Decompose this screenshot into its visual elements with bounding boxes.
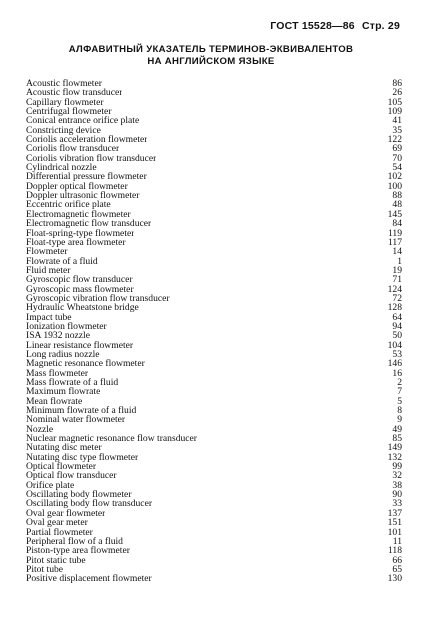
entry-term: Capillary flowmeter — [26, 97, 104, 108]
entry-term: Electromagnetic flow transducer — [26, 219, 152, 229]
entry-page: 49 — [392, 423, 402, 435]
entry-page: 71 — [392, 274, 402, 286]
entry-term: Float-type area flowmeter — [26, 237, 126, 248]
entry-term: Acoustic flowmeter — [26, 79, 102, 89]
entry-term: Partial flowmeter — [26, 527, 93, 537]
entry-page: 105 — [387, 96, 402, 108]
entry-page: 8 — [397, 405, 402, 417]
entry-term: Linear resistance flowmeter — [26, 340, 134, 350]
entry-term: Conical entrance orifice plate — [26, 116, 140, 126]
entry-page: 14 — [392, 246, 402, 258]
index-entry — [26, 434, 402, 443]
entry-page: 35 — [392, 124, 402, 136]
entry-term: Pitot static tube — [26, 555, 86, 565]
index-entry — [26, 350, 402, 359]
entry-term: Acoustic flow transducer — [26, 88, 123, 98]
entry-term: Long radius nozzle — [26, 349, 100, 360]
index-entry — [26, 556, 402, 565]
entry-term: Gyroscopic mass flowmeter — [26, 284, 134, 294]
entry-term: Fluid meter — [26, 265, 71, 276]
entry-term: Differential pressure flowmeter — [26, 172, 147, 182]
entry-page: 90 — [392, 489, 402, 501]
entry-term: Mass flowrate of a fluid — [26, 378, 119, 388]
entry-term: Oval gear meter — [26, 518, 88, 528]
entry-page: 122 — [387, 134, 402, 146]
entry-term: Positive displacement flowmeter — [26, 574, 152, 584]
index-title — [0, 44, 422, 68]
index-entry — [26, 481, 402, 490]
entry-page: 100 — [387, 180, 402, 192]
index-entry — [26, 397, 402, 406]
entry-page: 94 — [392, 320, 402, 332]
entry-term: Mass flowmeter — [26, 368, 89, 378]
index-entry — [26, 313, 402, 322]
term-index-list — [26, 79, 402, 584]
entry-page: 66 — [392, 554, 402, 566]
entry-page: 19 — [392, 264, 402, 276]
index-entry — [26, 443, 402, 452]
entry-page: 32 — [392, 470, 402, 482]
entry-term: Nuclear magnetic resonance flow transducer — [26, 434, 198, 444]
index-entry — [26, 471, 402, 480]
index-entry — [26, 537, 402, 546]
entry-page: 101 — [387, 526, 402, 538]
entry-term: Pitot tube — [26, 564, 64, 575]
index-entry — [26, 331, 402, 340]
index-entry — [26, 406, 402, 415]
entry-term: Gyroscopic flow transducer — [26, 275, 133, 285]
entry-page: 102 — [387, 171, 402, 183]
entry-term: Optical flowmeter — [26, 462, 97, 472]
index-entry — [26, 359, 402, 368]
index-entry — [26, 266, 402, 275]
entry-page: 5 — [397, 395, 402, 407]
entry-term: Flowrate of a fluid — [26, 256, 98, 266]
index-entry — [26, 499, 402, 508]
index-entry — [26, 229, 402, 238]
entry-page: 26 — [392, 87, 402, 99]
index-entry — [26, 182, 402, 191]
entry-page: 117 — [387, 236, 402, 248]
title-line-1: АЛФАВИТНЫЙ УКАЗАТЕЛЬ ТЕРМИНОВ-ЭКВИВАЛЕНТОВ — [68, 44, 354, 55]
entry-page: 88 — [392, 190, 402, 202]
entry-page: 124 — [387, 283, 402, 295]
entry-term: Constricting device — [26, 125, 101, 136]
index-entry — [26, 219, 402, 228]
index-entry — [26, 322, 402, 331]
entry-page: 9 — [397, 414, 402, 426]
entry-term: Mean flowrate — [26, 396, 83, 407]
entry-page: 33 — [392, 498, 402, 510]
entry-term: Minimum flowrate of a fluid — [26, 406, 137, 416]
entry-term: Gyroscopic vibration flow transducer — [26, 293, 170, 304]
entry-page: 146 — [387, 358, 402, 370]
entry-page: 65 — [392, 563, 402, 575]
title-line-2: НА АНГЛИЙСКОМ ЯЗЫКЕ — [147, 56, 275, 67]
entry-term: Maximum flowrate — [26, 387, 101, 397]
index-entry — [26, 303, 402, 312]
entry-term: Piston-type area flowmeter — [26, 546, 130, 556]
index-entry — [26, 238, 402, 247]
index-entry — [26, 490, 402, 499]
entry-term: Impact tube — [26, 312, 72, 322]
entry-term: Peripheral flow of a fluid — [26, 536, 123, 547]
entry-page: 99 — [392, 461, 402, 473]
entry-page: 1 — [397, 255, 402, 267]
entry-term: Float-spring-type flowmeter — [26, 228, 135, 238]
entry-page: 130 — [387, 573, 402, 585]
entry-page: 72 — [392, 292, 402, 304]
entry-term: Magnetic resonance flowmeter — [26, 359, 145, 369]
entry-page: 137 — [387, 507, 402, 519]
index-entry — [26, 546, 402, 555]
index-entry — [26, 574, 402, 583]
entry-term: Cylindrical nozzle — [26, 163, 97, 173]
index-entry — [26, 200, 402, 209]
entry-term: Coriolis vibration flow transducer — [26, 153, 157, 164]
entry-term: Oval gear flowmeter — [26, 508, 106, 519]
index-entry — [26, 126, 402, 135]
index-entry — [26, 341, 402, 350]
index-entry — [26, 98, 402, 107]
entry-term: Oscillating body flow transducer — [26, 499, 153, 509]
entry-term: Coriolis acceleration flowmeter — [26, 135, 148, 145]
index-entry — [26, 257, 402, 266]
index-entry — [26, 369, 402, 378]
entry-page: 151 — [387, 517, 402, 529]
entry-term: Coriolis flow transducer — [26, 144, 120, 154]
index-entry — [26, 565, 402, 574]
entry-term: Flowmeter — [26, 247, 68, 257]
entry-page: 85 — [392, 433, 402, 445]
index-entry — [26, 378, 402, 387]
entry-page: 53 — [392, 348, 402, 360]
index-entry — [26, 107, 402, 116]
entry-page: 118 — [387, 545, 402, 557]
entry-page: 11 — [392, 535, 402, 547]
entry-page: 104 — [387, 339, 402, 351]
index-entry — [26, 88, 402, 97]
entry-page: 38 — [392, 479, 402, 491]
entry-term: Orifice plate — [26, 480, 75, 491]
entry-term: Eccentric orifice plate — [26, 200, 111, 210]
entry-page: 145 — [387, 208, 402, 220]
index-entry — [26, 191, 402, 200]
entry-term: Ionization flowmeter — [26, 321, 107, 332]
entry-term: Hydraulic Wheatstone bridge — [26, 303, 139, 313]
entry-page: 64 — [392, 311, 402, 323]
entry-term: Nozzle — [26, 424, 54, 435]
entry-page: 2 — [397, 377, 402, 388]
entry-page: 48 — [392, 199, 402, 211]
entry-term: Electromagnetic flowmeter — [26, 209, 131, 220]
index-entry — [26, 415, 402, 424]
entry-term: Doppler optical flowmeter — [26, 181, 128, 192]
index-entry — [26, 518, 402, 527]
index-entry — [26, 154, 402, 163]
page-header — [270, 20, 400, 32]
entry-page: 16 — [392, 367, 402, 379]
entry-page: 69 — [392, 143, 402, 155]
entry-page: 109 — [387, 106, 402, 118]
entry-term: Nominal water flowmeter — [26, 415, 126, 425]
page-number: Стр. 29 — [361, 20, 400, 32]
index-entry — [26, 79, 402, 88]
entry-page: 84 — [392, 218, 402, 230]
index-entry — [26, 163, 402, 172]
index-entry — [26, 275, 402, 284]
entry-term: ISA 1932 nozzle — [26, 331, 90, 341]
entry-page: 50 — [392, 330, 402, 342]
entry-page: 149 — [387, 442, 402, 454]
entry-term: Optical flow transducer — [26, 471, 117, 481]
index-entry — [26, 135, 402, 144]
entry-page: 128 — [387, 302, 402, 314]
entry-term: Nutating disc meter — [26, 443, 102, 453]
entry-page: 54 — [392, 162, 402, 174]
index-entry — [26, 453, 402, 462]
index-entry — [26, 528, 402, 537]
index-entry — [26, 425, 402, 434]
entry-page: 86 — [392, 78, 402, 89]
entry-term: Nutating disc type flowmeter — [26, 452, 139, 463]
entry-page: 132 — [387, 451, 402, 463]
index-entry — [26, 294, 402, 303]
index-entry — [26, 247, 402, 256]
index-entry — [26, 116, 402, 125]
entry-term: Centrifugal flowmeter — [26, 107, 112, 117]
index-entry — [26, 462, 402, 471]
entry-page: 70 — [392, 152, 402, 164]
entry-page: 119 — [387, 227, 402, 239]
entry-page: 7 — [397, 386, 402, 398]
index-entry — [26, 285, 402, 294]
entry-page: 41 — [392, 115, 402, 127]
index-entry — [26, 509, 402, 518]
index-entry — [26, 172, 402, 181]
index-entry — [26, 210, 402, 219]
entry-term: Doppler ultrasonic flowmeter — [26, 191, 140, 201]
index-entry — [26, 387, 402, 396]
entry-term: Oscillating body flowmeter — [26, 490, 132, 500]
index-entry — [26, 144, 402, 153]
standard-number: ГОСТ 15528—86 — [270, 20, 355, 32]
